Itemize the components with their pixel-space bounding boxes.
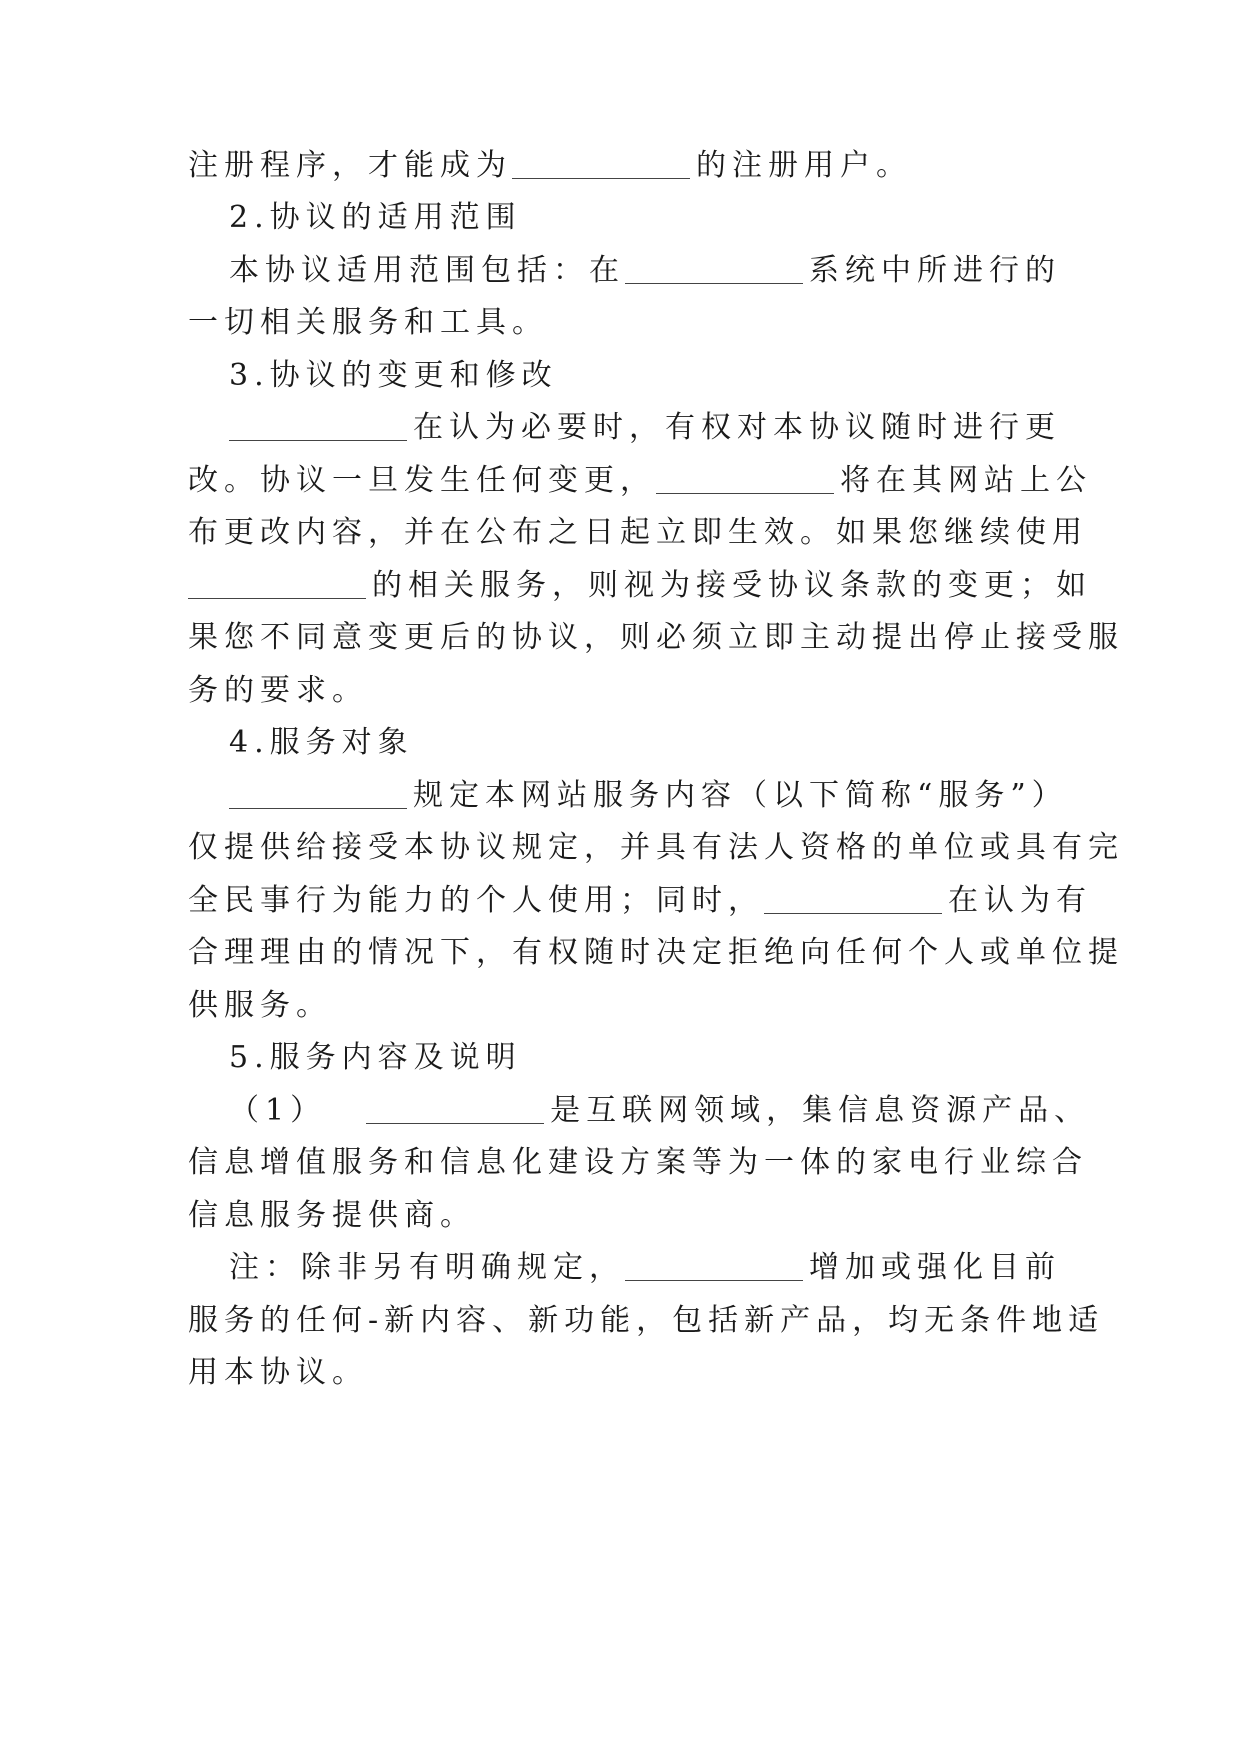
text-line [229,1240,1109,1296]
text-line [188,558,1092,614]
text-line: 合理理由的情况下，有权随时决定拒绝向任何个人或单位提 [188,935,1124,970]
text-segment: 改。协议一旦发生任何变更， [188,463,656,498]
text-line: 信息服务提供商。 [188,1198,476,1233]
text-segment: 的相关服务，则视为接受协议条款的变更；如 [372,568,1092,603]
fill-in-blank [625,1246,803,1281]
section-heading: 3.协议的变更和修改 [229,358,558,393]
text-line: 信息增值服务和信息化建设方案等为一体的家电行业综合 [188,1145,1088,1180]
text-segment: 本协议适用范围包括：在 [229,253,625,288]
text-line: 一切相关服务和工具。 [188,305,548,340]
fill-in-blank [656,459,834,494]
text-segment: 系统中所进行的 [809,253,1061,288]
fill-in-blank [764,879,942,914]
fill-in-blank [625,249,803,284]
fill-in-blank [512,144,690,179]
text-line [188,138,1068,194]
text-line: 务的要求。 [188,673,368,708]
text-segment: 规定本网站服务内容（以下简称“服务”） [413,778,1068,813]
fill-in-blank [366,1089,544,1124]
text-line [188,453,1092,509]
text-segment: 在认为有 [948,883,1092,918]
text-segment: 全民事行为能力的个人使用；同时， [188,883,764,918]
fill-in-blank [188,564,366,599]
text-segment: （1） [229,1093,327,1128]
text-line: 果您不同意变更后的协议，则必须立即主动提出停止接受服 [188,620,1124,655]
text-line [229,400,1109,456]
text-segment: 在认为必要时，有权对本协议随时进行更 [413,410,1061,445]
text-segment: 增加或强化目前 [809,1250,1061,1285]
text-line [229,1083,1109,1139]
text-line [188,873,1092,929]
text-segment: 注册程序，才能成为 [188,148,512,183]
text-line [229,243,1109,299]
text-line: 用本协议。 [188,1355,368,1390]
text-line [229,768,1109,824]
text-segment: 是互联网领域，集信息资源产品、 [550,1093,1091,1128]
text-segment: 的注册用户。 [696,148,912,183]
text-segment: 将在其网站上公 [840,463,1092,498]
text-line: 供服务。 [188,988,332,1023]
section-heading: 5.服务内容及说明 [229,1040,522,1075]
section-heading: 2.协议的适用范围 [229,200,522,235]
section-heading: 4.服务对象 [229,725,414,760]
fill-in-blank [229,406,407,441]
text-line: 布更改内容，并在公布之日起立即生效。如果您继续使用 [188,515,1088,550]
text-segment: 注：除非另有明确规定， [229,1250,625,1285]
fill-in-blank [229,774,407,809]
text-line: 仅提供给接受本协议规定，并具有法人资格的单位或具有完 [188,830,1124,865]
text-line: 服务的任何-新内容、新功能，包括新产品，均无条件地适 [188,1303,1105,1338]
